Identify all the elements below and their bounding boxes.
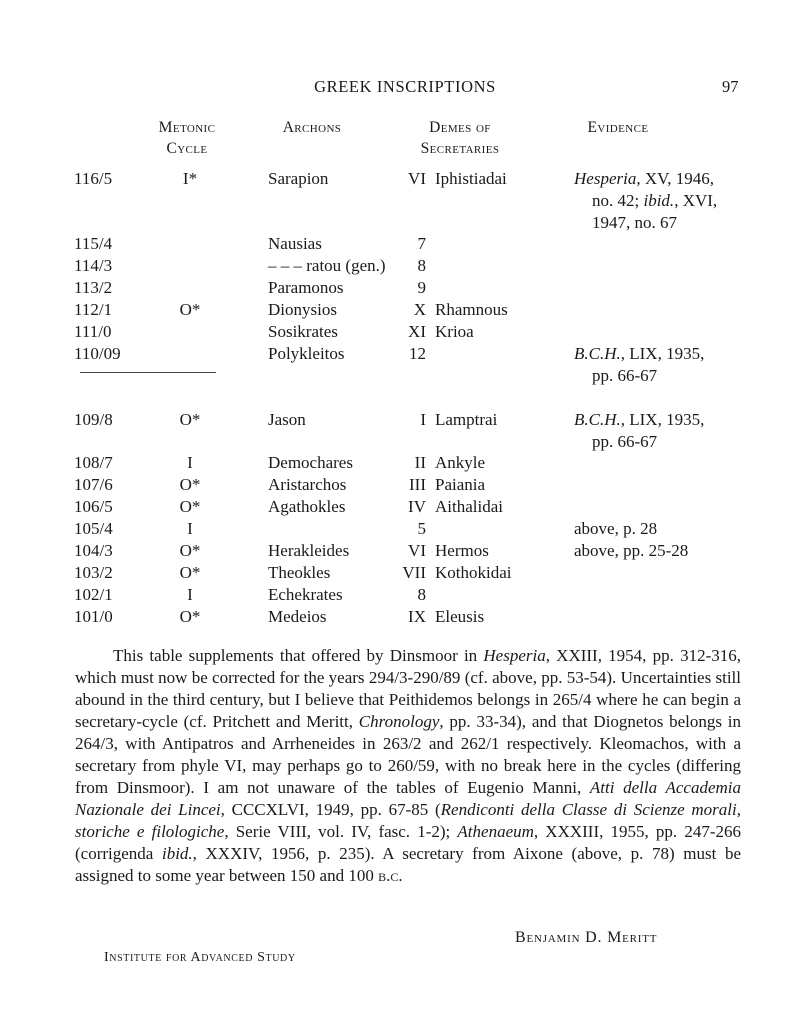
row-evidence-line2: pp. 66-67 bbox=[592, 432, 658, 451]
column-header-demes-line1: Demes of bbox=[429, 119, 491, 136]
text-run: , XXXIV, 1956, p. 235). A secretary from Aixone (above, p. 78) must be assigned to some year between 150 and 100 bbox=[75, 844, 742, 885]
row-deme: Krioa bbox=[435, 322, 474, 341]
text-italic-chronology: Chronology bbox=[358, 712, 440, 731]
row-evidence-line1 bbox=[574, 343, 704, 365]
row-year: 103/2 bbox=[74, 563, 113, 582]
page-number: 97 bbox=[722, 77, 739, 96]
row-deme: Hermos bbox=[435, 541, 489, 560]
row-archon: Theokles bbox=[268, 563, 331, 582]
row-archon: – – – ratou (gen.) bbox=[268, 256, 386, 275]
row-year: 101/0 bbox=[74, 607, 113, 626]
column-header-metonic-cycle bbox=[132, 117, 242, 159]
row-cycle: I bbox=[187, 453, 193, 472]
row-secretary-number: 5 bbox=[417, 519, 426, 538]
column-header-metonic-line2: Cycle bbox=[166, 140, 208, 157]
row-secretary-number: 7 bbox=[417, 234, 426, 253]
row-archon: Agathokles bbox=[268, 497, 346, 516]
body-paragraph bbox=[75, 645, 741, 887]
row-archon: Sosikrates bbox=[268, 322, 338, 341]
text-run: This table supplements that offered by Dinsmoor in bbox=[113, 646, 484, 665]
text-small-caps-bc: b.c. bbox=[378, 866, 403, 885]
column-header-archons: Archons bbox=[282, 119, 342, 136]
row-secretary-number: 8 bbox=[417, 585, 426, 604]
row-secretary-number: IV bbox=[408, 497, 426, 516]
evidence-volume: , LIX, 1935, bbox=[620, 410, 705, 429]
text-italic-ibid: ibid. bbox=[161, 844, 193, 863]
text-italic-atti: Atti della Accademia Nazionale dei Lincei bbox=[75, 778, 741, 819]
row-cycle: O* bbox=[179, 475, 201, 494]
evidence-journal: B.C.H. bbox=[574, 344, 621, 363]
text-run: , CCCXLVI, 1949, pp. 67-85 ( bbox=[220, 800, 441, 819]
row-cycle: I* bbox=[182, 169, 198, 188]
row-secretary-number: II bbox=[414, 453, 426, 472]
author-institution: Institute for Advanced Study bbox=[104, 950, 296, 965]
evidence-journal: Hesperia bbox=[574, 169, 637, 188]
column-header-metonic-line1: Metonic bbox=[158, 119, 216, 136]
row-deme: Paiania bbox=[435, 475, 486, 494]
table-divider bbox=[80, 372, 216, 373]
row-archon: Sarapion bbox=[268, 169, 329, 188]
row-deme: Lamptrai bbox=[435, 410, 498, 429]
row-secretary-number: I bbox=[420, 410, 426, 429]
column-header-demes-line2: Secretaries bbox=[420, 140, 500, 157]
text-italic-hesperia: Hesperia bbox=[483, 646, 546, 665]
row-archon: Echekrates bbox=[268, 585, 343, 604]
row-cycle: O* bbox=[179, 541, 201, 560]
row-year: 113/2 bbox=[74, 278, 113, 297]
row-secretary-number: 12 bbox=[409, 344, 426, 363]
row-archon: Jason bbox=[268, 410, 306, 429]
row-year: 111/0 bbox=[74, 322, 112, 341]
row-archon: Polykleitos bbox=[268, 344, 345, 363]
row-year: 104/3 bbox=[74, 541, 113, 560]
row-cycle: O* bbox=[179, 410, 201, 429]
row-cycle: I bbox=[187, 585, 193, 604]
evidence-volume: , LIX, 1935, bbox=[620, 344, 705, 363]
row-secretary-number: III bbox=[409, 475, 426, 494]
row-secretary-number: VI bbox=[408, 169, 426, 188]
text-run: , XXIII, 1954, pp. 312-316, which must now be corrected for the years 294/3-290/89 (cf. above, pp. 53-54). Uncertainties still abound in the third century, but I believe that Peithidemos belongs in 265/4 where he can begin a secretary-cycle (cf. Pritchett and Meritt, bbox=[75, 646, 741, 731]
row-evidence-line1 bbox=[574, 168, 714, 190]
row-evidence-line1 bbox=[574, 409, 704, 431]
row-archon: Demochares bbox=[268, 453, 353, 472]
row-secretary-number: VII bbox=[402, 563, 426, 582]
text-run: , Serie VIII, vol. IV, fasc. 1-2); bbox=[224, 822, 458, 841]
row-archon: Paramonos bbox=[268, 278, 344, 297]
row-year: 108/7 bbox=[74, 453, 113, 472]
row-year: 107/6 bbox=[74, 475, 113, 494]
evidence-volume: , XV, 1946, bbox=[636, 169, 714, 188]
row-year: 110/09 bbox=[74, 344, 121, 363]
paragraph-text bbox=[75, 645, 741, 887]
running-header-title: GREEK INSCRIPTIONS bbox=[314, 77, 496, 96]
text-italic-rendiconti: Rendiconti della Classe di Scienze morali, storiche e filologiche bbox=[75, 800, 741, 841]
evidence-ibid: ibid. bbox=[643, 191, 675, 210]
row-year: 109/8 bbox=[74, 410, 113, 429]
row-deme: Rhamnous bbox=[435, 300, 508, 319]
row-cycle: O* bbox=[179, 300, 201, 319]
row-year: 114/3 bbox=[74, 256, 113, 275]
row-archon: Nausias bbox=[268, 234, 322, 253]
row-evidence-line3: 1947, no. 67 bbox=[592, 213, 677, 232]
row-evidence-line2: pp. 66-67 bbox=[592, 366, 658, 385]
row-secretary-number: XI bbox=[408, 322, 426, 341]
row-deme: Ankyle bbox=[435, 453, 486, 472]
text-run: , pp. 33-34), and that Diognetos belongs in 264/3, with Antipatros and Arrheneides in 263/2 and 262/1 respectively. Kleomachos, with a secretary from phyle VI, may perhaps go to 260/59, with no break here in the cycles (differing from Dinsmoor). I am not unaware of the tables of Eugenio Manni, bbox=[75, 712, 741, 797]
row-cycle: O* bbox=[179, 563, 201, 582]
row-year: 102/1 bbox=[74, 585, 113, 604]
row-year: 105/4 bbox=[74, 519, 113, 538]
row-year: 106/5 bbox=[74, 497, 113, 516]
text-italic-athenaeum: Athenaeum bbox=[457, 822, 534, 841]
row-year: 112/1 bbox=[74, 300, 113, 319]
row-secretary-number: X bbox=[413, 300, 426, 319]
row-evidence: above, p. 28 bbox=[574, 519, 658, 538]
row-archon: Medeios bbox=[268, 607, 327, 626]
text-run: , XXXIII, 1955, pp. 247-266 (corrigenda bbox=[75, 822, 741, 863]
column-header-evidence: Evidence bbox=[587, 119, 649, 136]
row-evidence: above, pp. 25-28 bbox=[574, 541, 689, 560]
row-deme: Iphistiadai bbox=[435, 169, 507, 188]
row-cycle: I bbox=[187, 519, 193, 538]
row-secretary-number: IX bbox=[408, 607, 426, 626]
evidence-number: no. 42; bbox=[592, 191, 644, 210]
row-evidence-line2 bbox=[592, 190, 717, 212]
evidence-journal: B.C.H. bbox=[574, 410, 621, 429]
row-year: 116/5 bbox=[74, 169, 113, 188]
column-header-demes-of-secretaries bbox=[395, 117, 525, 159]
row-secretary-number: 8 bbox=[417, 256, 426, 275]
row-deme: Aithalidai bbox=[435, 497, 503, 516]
row-deme: Kothokidai bbox=[435, 563, 512, 582]
row-archon: Dionysios bbox=[268, 300, 337, 319]
row-cycle: O* bbox=[179, 497, 201, 516]
row-secretary-number: 9 bbox=[417, 278, 426, 297]
row-year: 115/4 bbox=[74, 234, 113, 253]
row-deme: Eleusis bbox=[435, 607, 485, 626]
row-secretary-number: VI bbox=[408, 541, 426, 560]
evidence-volume-2: , XVI, bbox=[674, 191, 718, 210]
row-archon: Herakleides bbox=[268, 541, 350, 560]
author-signature: Benjamin D. Meritt bbox=[515, 929, 658, 946]
row-cycle: O* bbox=[179, 607, 201, 626]
row-archon: Aristarchos bbox=[268, 475, 347, 494]
